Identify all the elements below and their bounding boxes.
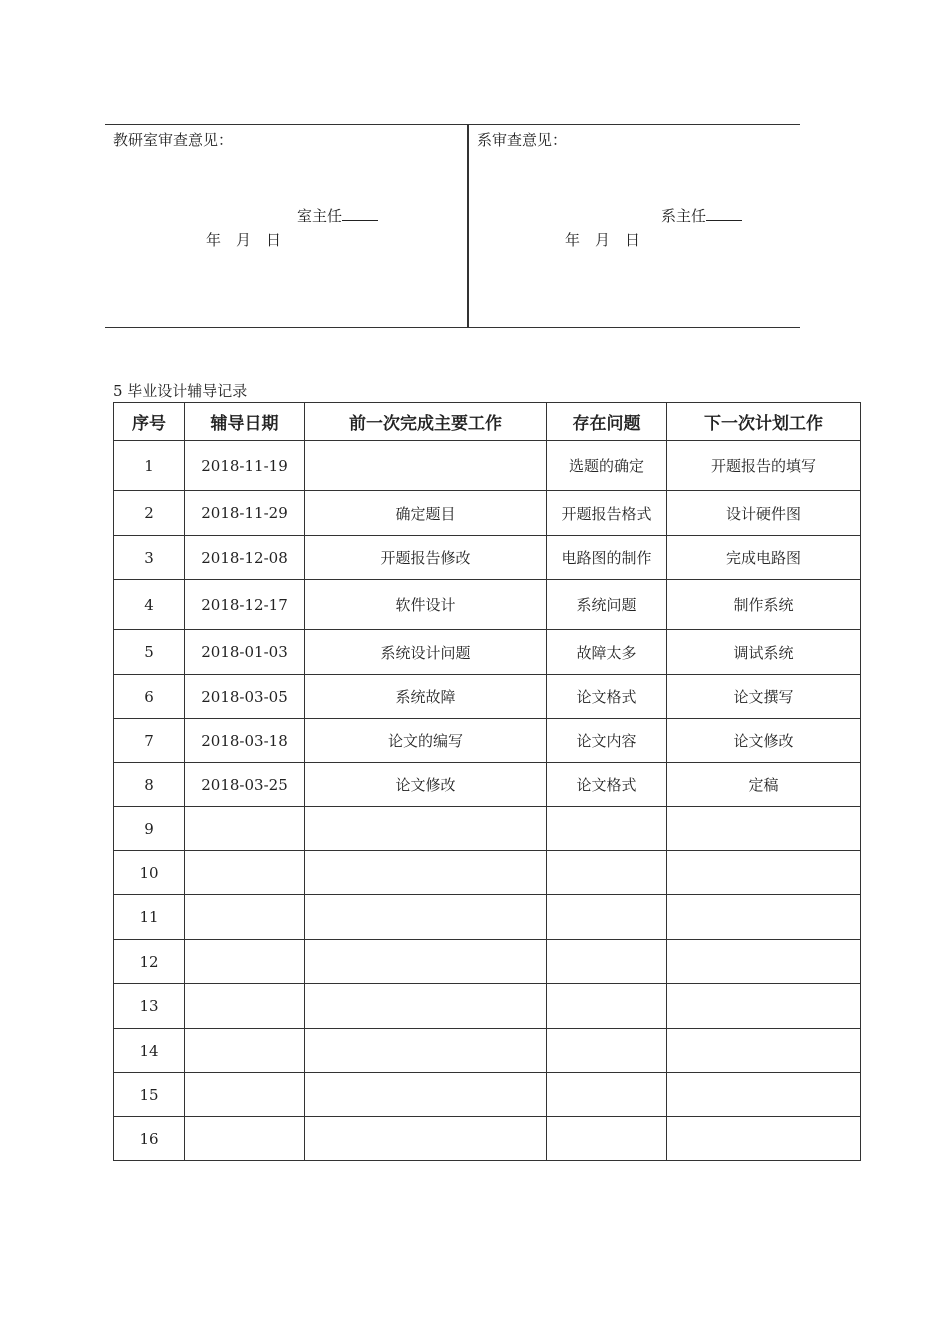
cell-previous-work[interactable]: 系统设计问题	[305, 630, 547, 675]
review-section	[105, 124, 800, 328]
cell-date[interactable]	[185, 1073, 305, 1117]
cell-previous-work[interactable]	[305, 1073, 547, 1117]
table-row	[114, 763, 861, 807]
cell-problems[interactable]	[547, 895, 667, 940]
cell-previous-work[interactable]	[305, 441, 547, 491]
header-problems: 存在问题	[547, 403, 667, 441]
cell-problems[interactable]: 电路图的制作	[547, 536, 667, 580]
cell-previous-work[interactable]	[305, 851, 547, 895]
cell-index[interactable]: 8	[114, 763, 185, 807]
department-review-title: 系审查意见：	[477, 131, 568, 149]
cell-index[interactable]: 3	[114, 536, 185, 580]
cell-next-plan[interactable]: 调试系统	[667, 630, 861, 675]
header-previous-work: 前一次完成主要工作	[305, 403, 547, 441]
cell-previous-work[interactable]	[305, 807, 547, 851]
cell-date[interactable]: 2018-12-08	[185, 536, 305, 580]
cell-previous-work[interactable]: 开题报告修改	[305, 536, 547, 580]
cell-previous-work[interactable]: 论文的编写	[305, 719, 547, 763]
table-row	[114, 580, 861, 630]
cell-date[interactable]: 2018-11-29	[185, 491, 305, 536]
cell-next-plan[interactable]	[667, 1117, 861, 1161]
cell-previous-work[interactable]: 确定题目	[305, 491, 547, 536]
cell-next-plan[interactable]	[667, 895, 861, 940]
cell-index[interactable]: 12	[114, 940, 185, 984]
table-header-row	[114, 403, 861, 441]
cell-problems[interactable]: 选题的确定	[547, 441, 667, 491]
cell-index[interactable]: 6	[114, 675, 185, 719]
cell-index[interactable]: 1	[114, 441, 185, 491]
cell-date[interactable]	[185, 807, 305, 851]
table-row	[114, 491, 861, 536]
cell-next-plan[interactable]	[667, 940, 861, 984]
table-row	[114, 1117, 861, 1161]
table-row	[114, 984, 861, 1029]
cell-previous-work[interactable]: 软件设计	[305, 580, 547, 630]
cell-index[interactable]: 11	[114, 895, 185, 940]
cell-date[interactable]	[185, 895, 305, 940]
table-row	[114, 940, 861, 984]
table-row	[114, 536, 861, 580]
cell-next-plan[interactable]: 定稿	[667, 763, 861, 807]
cell-index[interactable]: 13	[114, 984, 185, 1029]
cell-problems[interactable]	[547, 940, 667, 984]
cell-date[interactable]: 2018-11-19	[185, 441, 305, 491]
department-date-month: 月	[595, 231, 612, 249]
cell-previous-work[interactable]	[305, 1117, 547, 1161]
table-body	[114, 441, 861, 1161]
office-director-blank[interactable]	[342, 206, 378, 221]
table-row	[114, 1073, 861, 1117]
table-row	[114, 630, 861, 675]
cell-index[interactable]: 14	[114, 1029, 185, 1073]
cell-next-plan[interactable]	[667, 1029, 861, 1073]
department-date-year: 年	[565, 231, 582, 249]
cell-index[interactable]: 4	[114, 580, 185, 630]
cell-problems[interactable]	[547, 1117, 667, 1161]
cell-date[interactable]: 2018-03-25	[185, 763, 305, 807]
header-index: 序号	[114, 403, 185, 441]
cell-index[interactable]: 15	[114, 1073, 185, 1117]
table-row	[114, 441, 861, 491]
table-row	[114, 851, 861, 895]
cell-index[interactable]: 5	[114, 630, 185, 675]
cell-previous-work[interactable]: 系统故障	[305, 675, 547, 719]
table-row	[114, 895, 861, 940]
cell-problems[interactable]: 开题报告格式	[547, 491, 667, 536]
cell-problems[interactable]: 论文格式	[547, 763, 667, 807]
office-date-line	[206, 229, 296, 250]
cell-previous-work[interactable]	[305, 895, 547, 940]
cell-previous-work[interactable]	[305, 940, 547, 984]
department-head-blank[interactable]	[706, 206, 742, 221]
cell-next-plan[interactable]: 开题报告的填写	[667, 441, 861, 491]
cell-date[interactable]	[185, 984, 305, 1029]
cell-date[interactable]	[185, 851, 305, 895]
cell-problems[interactable]: 论文内容	[547, 719, 667, 763]
department-head-label: 系主任	[661, 207, 707, 225]
cell-problems[interactable]	[547, 851, 667, 895]
cell-date[interactable]	[185, 1117, 305, 1161]
cell-previous-work[interactable]	[305, 1029, 547, 1073]
cell-next-plan[interactable]	[667, 851, 861, 895]
cell-date[interactable]: 2018-12-17	[185, 580, 305, 630]
cell-problems[interactable]	[547, 984, 667, 1029]
cell-next-plan[interactable]: 完成电路图	[667, 536, 861, 580]
office-director-label: 室主任	[297, 207, 343, 225]
cell-next-plan[interactable]: 论文撰写	[667, 675, 861, 719]
header-next-plan: 下一次计划工作	[667, 403, 861, 441]
cell-date[interactable]: 2018-03-05	[185, 675, 305, 719]
cell-next-plan[interactable]: 设计硬件图	[667, 491, 861, 536]
cell-next-plan[interactable]	[667, 1073, 861, 1117]
header-date: 辅导日期	[185, 403, 305, 441]
cell-date[interactable]	[185, 940, 305, 984]
cell-problems[interactable]: 故障太多	[547, 630, 667, 675]
cell-index[interactable]: 2	[114, 491, 185, 536]
table-row	[114, 675, 861, 719]
department-date-day: 日	[625, 231, 642, 249]
cell-index[interactable]: 9	[114, 807, 185, 851]
office-date-day: 日	[266, 231, 283, 249]
cell-index[interactable]: 16	[114, 1117, 185, 1161]
cell-previous-work[interactable]: 论文修改	[305, 763, 547, 807]
cell-problems[interactable]	[547, 1073, 667, 1117]
table-row	[114, 1029, 861, 1073]
table-row	[114, 807, 861, 851]
cell-problems[interactable]	[547, 807, 667, 851]
cell-next-plan[interactable]: 制作系统	[667, 580, 861, 630]
cell-previous-work[interactable]	[305, 984, 547, 1029]
guidance-record-table	[113, 402, 861, 1161]
cell-date[interactable]: 2018-01-03	[185, 630, 305, 675]
department-date-line	[565, 229, 655, 250]
cell-next-plan[interactable]	[667, 807, 861, 851]
review-divider	[467, 125, 469, 327]
cell-date[interactable]: 2018-03-18	[185, 719, 305, 763]
cell-date[interactable]	[185, 1029, 305, 1073]
cell-index[interactable]: 10	[114, 851, 185, 895]
office-date-year: 年	[206, 231, 223, 249]
office-director-signature	[297, 205, 378, 226]
teaching-office-review-title: 教研室审查意见：	[113, 131, 234, 149]
cell-problems[interactable]: 论文格式	[547, 675, 667, 719]
cell-next-plan[interactable]: 论文修改	[667, 719, 861, 763]
table-row	[114, 719, 861, 763]
cell-index[interactable]: 7	[114, 719, 185, 763]
department-head-signature	[661, 205, 742, 226]
cell-problems[interactable]	[547, 1029, 667, 1073]
office-date-month: 月	[236, 231, 253, 249]
section-title: 5 毕业设计辅导记录	[113, 382, 248, 400]
cell-problems[interactable]: 系统问题	[547, 580, 667, 630]
cell-next-plan[interactable]	[667, 984, 861, 1029]
